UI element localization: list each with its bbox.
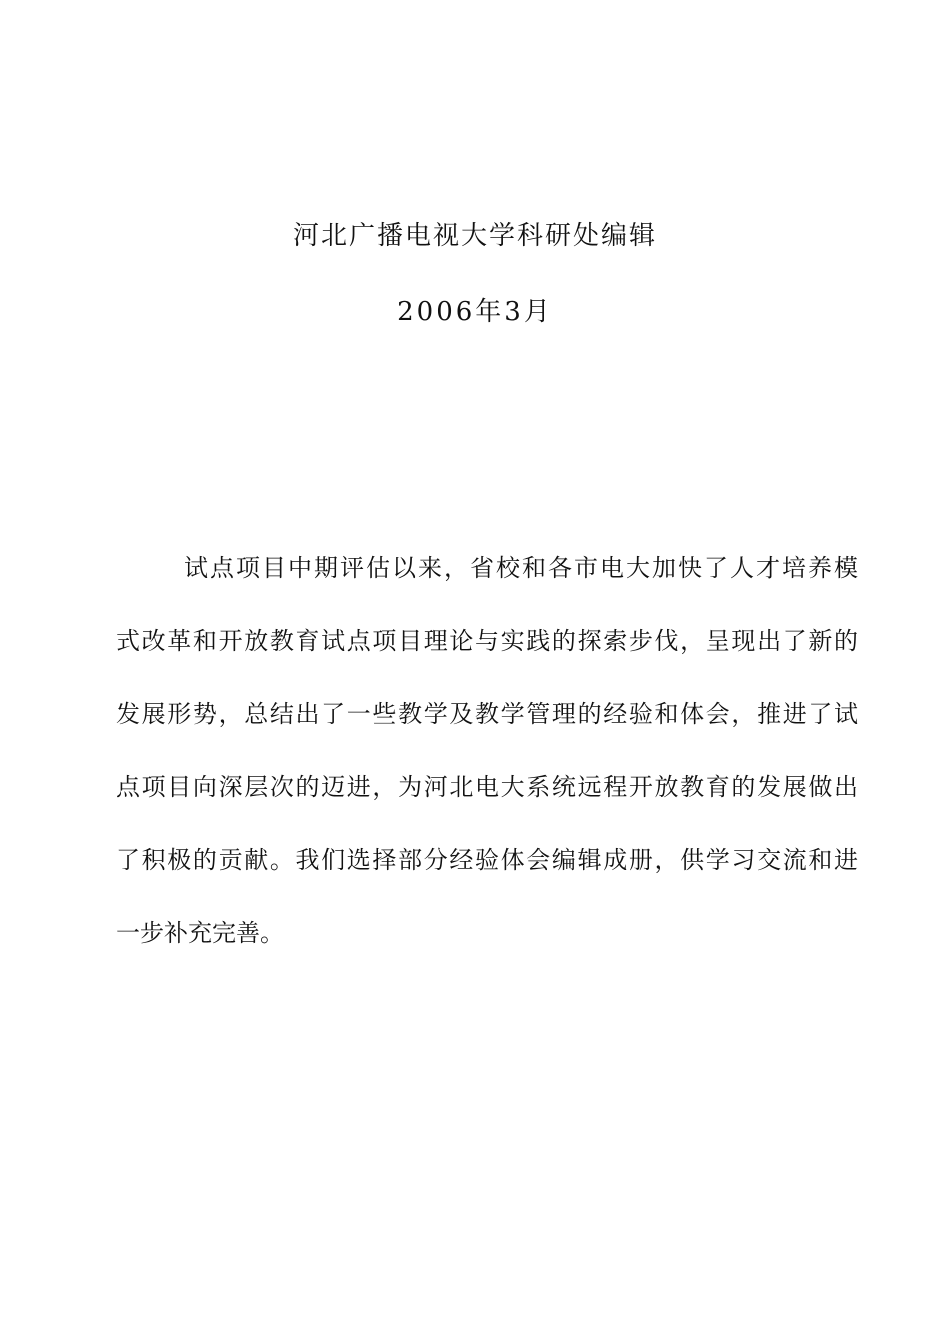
paragraph-line: 一步补充完善。 [116,919,284,947]
paragraph-line: 试点项目中期评估以来，省校和各市电大加快了人才培养模 [184,554,858,582]
paragraph-line: 点项目向深层次的迈进，为河北电大系统远程开放教育的发展做出 [116,773,858,801]
preface-paragraph [116,532,858,970]
editor-line: 河北广播电视大学科研处编辑 [292,221,657,251]
publication-date: 2006年3月 [397,297,553,327]
paragraph-line: 发展形势，总结出了一些教学及教学管理的经验和体会，推进了试 [116,700,858,728]
paragraph-line: 了积极的贡献。我们选择部分经验体会编辑成册，供学习交流和进 [116,846,858,874]
paragraph-line: 式改革和开放教育试点项目理论与实践的探索步伐，呈现出了新的 [116,627,858,655]
